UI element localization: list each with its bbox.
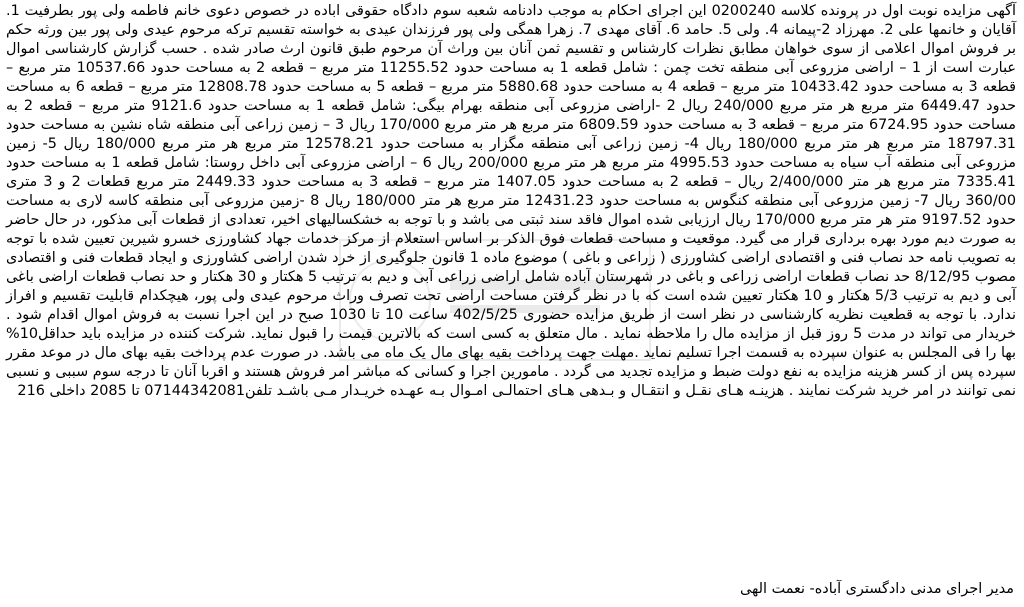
notice-body: آگهی مزایده نوبت اول در پرونده کلاسه 0200240 این اجرای احکام به موجب دادنامه شعبه سوم دادگاه حقوقی اباده در خصوص دعوی خانم فاطمه ولی پور بطرفیت 1. آقایان و خانمها علی 2. مهرزاد 2-پیمانه 4. ولی 5. حامد 6. آقای مهدی 7. زهرا همگی ولی پور فرزندان عیدی به خواسته تقسیم ترکه مرحوم عیدی ولی پور بین ورثه حکم بر فروش اموال اعلامی از سوی خواهان مطابق نظرات کارشناس و تقسیم ثمن آنان بین وراث آن مرحوم طبق قانون ارث صادر شده . حسب گزارش کارشناسی اموال عبارت است از 1 – اراضی مزروعی آبی منطقه تخت چمن : شامل قطعه 1 به مساحت حدود 11255.52 متر مربع – قطعه 2 به مساحت حدود 10537.66 متر مربع – قطعه 3 به مساحت حدود 10433.42 متر مربع – قطعه 4 به مساحت حدود 5880.68 متر مربع – قطعه 5 به مساحت حدود 12808.78 متر مربع – قطعه 6 به مساحت حدود 6449.47 متر مربع هر متر مربع 240/000 ریال 2 -اراضی مزروعی آبی منطقه بهرام بیگی: شامل قطعه 1 به مساحت حدود 9121.6 متر مربع – قطعه 2 به مساحت حدود 6724.95 متر مربع – قطعه 3 به مساحت حدود 6809.59 متر مربع هر متر مربع 170/000 ریال 3 – زمین زراعی آبی منطقه شاه نشین به مساحت حدود 18797.31 متر مربع هر متر مربع 180/000 ریال 4- زمین زراعی آبی منطقه مگزار به مساحت حدود 12578.21 متر مربع هر متر مربع 180/000 ریال 5- زمین مزروعی آبی منطقه آب سیاه به مساحت حدود 4995.53 متر مربع هر متر مربع 200/000 ریال 6 – اراضی مزروعی آبی داخل روستا: شامل قطعه 1 به مساحت حدود 7335.41 متر مربع هر متر 2/400/000 ریال – قطعه 2 به مساحت حدود 1407.05 متر مربع – قطعه 3 به مساحت حدود 2449.33 متر مربع قطعات 2 و 3 متری 360/00 ریال 7- زمین مزروعی آبی منطقه کنگوس به مساحت حدود 12431.23 متر مربع هر متر 180/000 ریال 8 -زمین مزروعی آبی منطقه کاسه لاری به مساحت حدود 9197.52 متر هر متر مربع 170/000 ریال ارزیابی شده اموال فاقد سند ثبتی می باشد و با توجه به خشکسالیهای اخیر، تعدادی از قطعات آبی مذکور، در حال حاضر به صورت دیم مورد بهره برداری قرار می گیرد. موقعیت و مساحت قطعات فوق الذکر بر اساس استعلام از مرکز خدمات جهاد کشاورزی خسرو شیرین تعیین شده با توجه به تصویب نامه حد نصاب فنی و اقتصادی اراضی کشاورزی ( زراعی و باغی ) موضوع ماده 1 قانون جلوگیری از خرد شدن اراضی کشاورزی و ایجاد قطعات فنی و اقتصادی مصوب 8/12/95 حد نصاب قطعات اراضی زراعی و باغی در شهرستان آباده شامل اراضی زراعی آبی و دیم به ترتیب 5 هکتار و 30 هکتار و حد نصاب قطعات اراضی باغی آبی و دیم به ترتیب 5/3 هکتار و 10 هکتار تعیین شده است که با در نظر گرفتن مساحت اراضی تحت تصرف وراث مرحوم عیدی ولی پور، هیچکدام قابلیت تقسیم و افراز ندارد. با توجه به قطعیت نظریه کارشناسی در نظر است از طریق مزایده حضوری 402/5/25 ساعت 10 تا 1030 صبح در این اجرا نسبت به فروش اموال اقدام شود . خریدار می تواند در مدت 5 روز قبل از مزایده مال را ملاحظه نماید . مال متعلق به کسی است که بالاترین قیمت را قبول نماید. شرکت کننده در مزایده باید حداقل10% بها را فی المجلس به عنوان سپرده به قسمت اجرا تسلیم نماید .مهلت جهت پرداخت بقیه بهای مال یک ماه می باشد. در صورت عدم پرداخت بقیه بهای مال در موعد مقرر سپرده پس از کسر هزینه مزایده به نفع دولت ضبط و مزایده تجدید می گردد . مامورین اجرا و کسانی که مباشر امر فروش هستند و اقربا آنان تا درجه سوم سببی و نسبی نمی توانند در امر خرید شرکت نمایند . هزینـه هـای نقـل و انتقـال و بـدهی هـای احتمالـی امـوال بـه عهـده خریـدار مـی باشـد تلفن07144342081 تا 2085 داخلی 216 [6,3,1017,399]
auction-notice-text [6,2,1016,401]
notice-signature: مدیر اجرای مدنی دادگستری آباده- نعمت الهی [740,581,1014,597]
